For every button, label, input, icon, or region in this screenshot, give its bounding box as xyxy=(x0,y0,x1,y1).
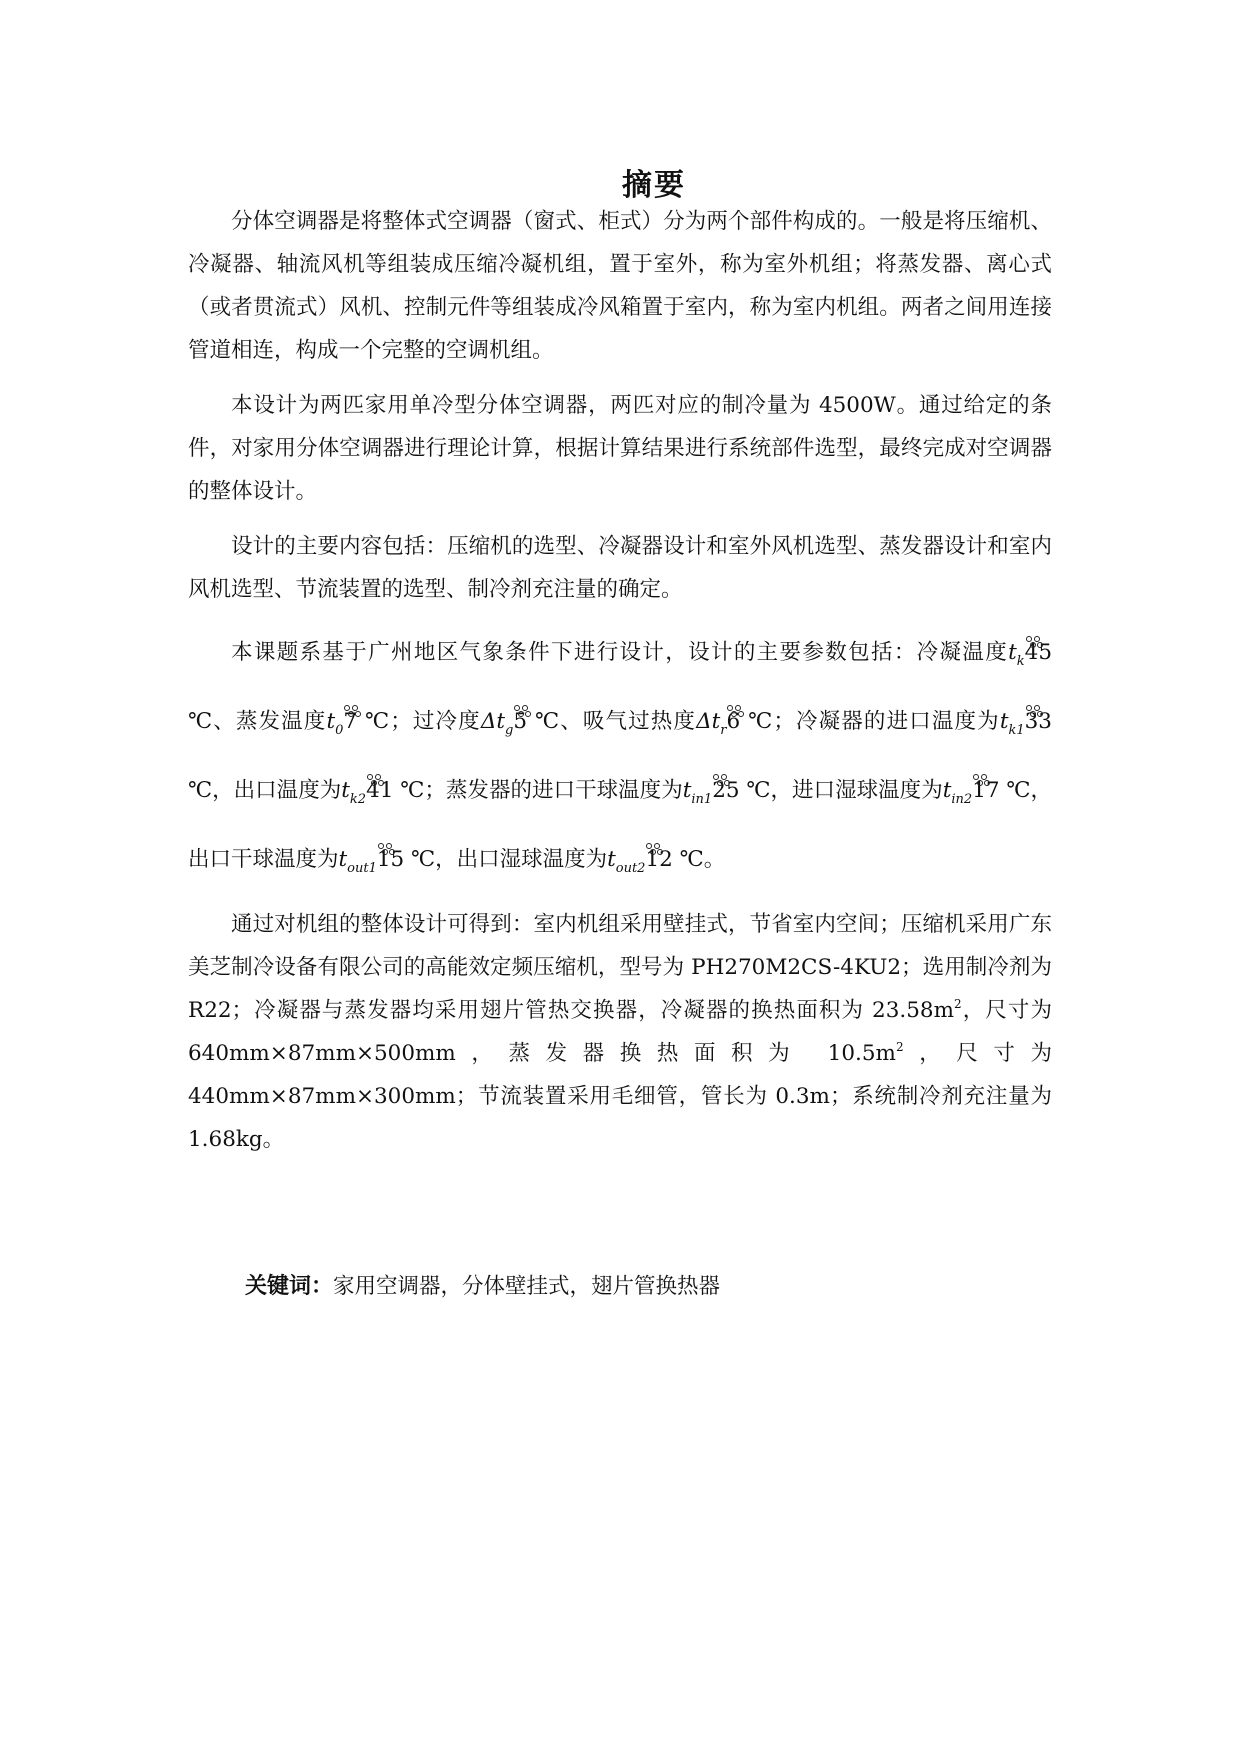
results-text: ，尺寸为 640mm×87mm×500mm，蒸发器换热面积为 10.5m xyxy=(188,998,1052,1066)
abstract-title: 摘要 xyxy=(622,168,686,203)
var-tk2: $t_{k2}$ xyxy=(341,778,367,807)
params-text: 7 ℃；过冷度 xyxy=(343,709,481,734)
var-tin2: $t_{in2}$ xyxy=(942,778,973,807)
var-delta-tg: $\Delta t_g$ xyxy=(480,709,514,738)
var-delta-tr: $\Delta t_r$ xyxy=(696,709,727,738)
var-tk: $t_k$ xyxy=(1008,640,1025,669)
params-text: 6 ℃；冷凝器的进口温度为 xyxy=(726,709,1000,734)
params-text: 15 ℃，出口湿球温度为 xyxy=(376,847,608,872)
paragraph-results xyxy=(188,903,1052,1161)
params-text: 5 ℃、吸气过热度 xyxy=(513,709,697,734)
superscript: 2 xyxy=(953,997,962,1011)
var-tk1: $t_{k1}$ xyxy=(999,709,1025,738)
results-text: ，尺寸为 440mm×87mm×300mm；节流装置采用毛细管，管长为 0.3m；系统制冷剂充注量为 1.68kg。 xyxy=(188,1041,1052,1152)
params-text: 41 ℃；蒸发器的进口干球温度为 xyxy=(366,778,683,803)
var-tin1: $t_{in1}$ xyxy=(682,778,713,807)
results-text: 通过对机组的整体设计可得到：室内机组采用壁挂式，节省室内空间；压缩机采用广东美芝制冷设备有限公司的高能效定频压缩机，型号为 PH270M2CS-4KU2；选用制冷剂为 R22；冷凝器与蒸发器均采用翅片管热交换器，冷凝器的换热面积为 23.58m xyxy=(188,912,1052,1023)
keywords-label: 关键词： xyxy=(245,1274,334,1299)
paragraph-design-content: 设计的主要内容包括：压缩机的选型、冷凝器设计和室外风机选型、蒸发器设计和室内风机选型、节流装置的选型、制冷剂充注量的确定。 xyxy=(188,534,1052,602)
params-text: 本课题系基于广州地区气象条件下进行设计，设计的主要参数包括：冷凝温度 xyxy=(231,640,1009,665)
keywords-line xyxy=(245,1265,720,1308)
keywords-text: 家用空调器，分体壁挂式，翅片管换热器 xyxy=(333,1274,721,1299)
params-text: 45 ℃、蒸发温度 xyxy=(188,640,1052,734)
params-text: 12 ℃。 xyxy=(645,847,726,872)
paragraph-design-overview: 本设计为两匹家用单冷型分体空调器，两匹对应的制冷量为 4500W。通过给定的条件，对家用分体空调器进行理论计算，根据计算结果进行系统部件选型，最终完成对空调器的整体设计。 xyxy=(188,393,1052,504)
superscript: 2 xyxy=(895,1040,904,1054)
abstract-body xyxy=(188,200,1052,1173)
params-text: 17 ℃，出口干球温度为 xyxy=(188,778,1052,872)
params-text: 33 ℃，出口温度为 xyxy=(188,709,1052,803)
var-tout2: $t_{out2}$ xyxy=(607,847,646,876)
var-t0: $t_0$ xyxy=(326,709,344,738)
paragraph-intro: 分体空调器是将整体式空调器（窗式、柜式）分为两个部件构成的。一般是将压缩机、冷凝器、轴流风机等组装成压缩冷凝机组，置于室外，称为室外机组；将蒸发器、离心式（或者贯流式）风机、控制元件等组装成冷风箱置于室内，称为室内机组。两者之间用连接管道相连，构成一个完整的空调机组。 xyxy=(188,209,1052,363)
paragraph-design-parameters xyxy=(188,615,1052,891)
params-text: 25 ℃，进口湿球温度为 xyxy=(712,778,943,803)
var-tout1: $t_{out1}$ xyxy=(338,847,377,876)
